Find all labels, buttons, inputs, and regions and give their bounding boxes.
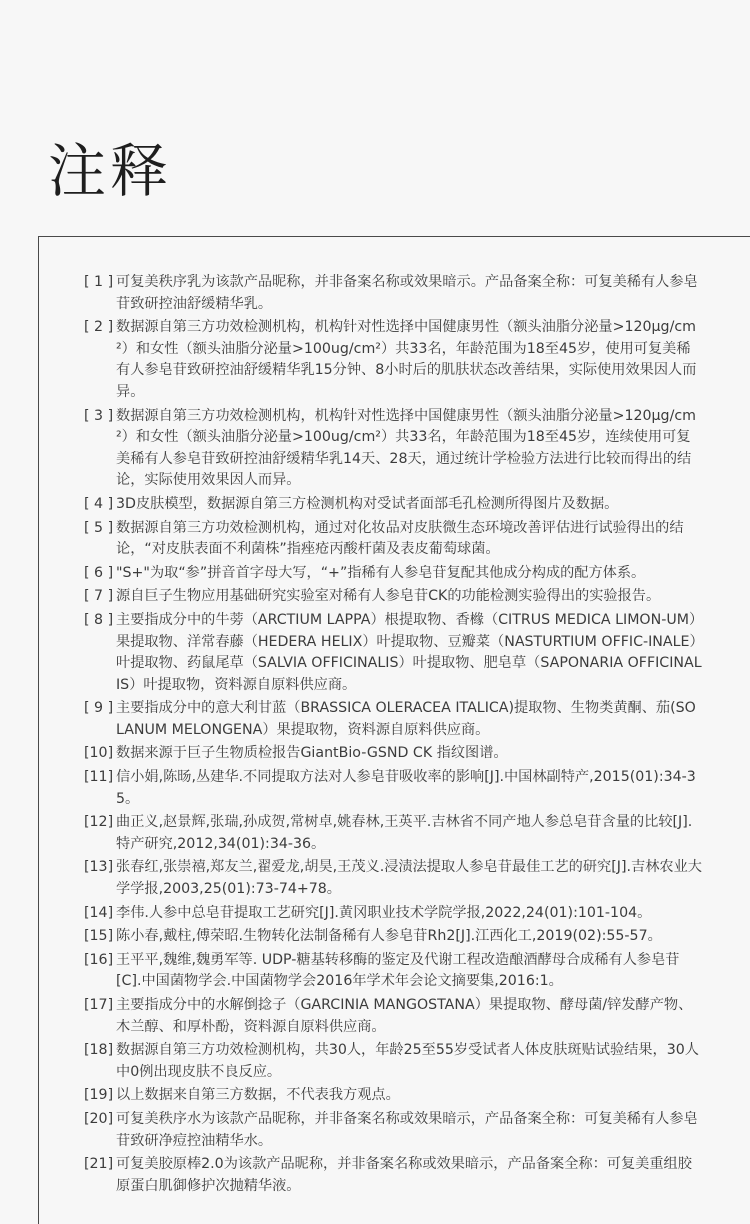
note-text: 陈小春,戴柱,傅荣昭.生物转化法制备稀有人参皂苷Rh2[J].江西化工,2019(02):55-57。 xyxy=(116,928,662,945)
note-text: 主要指成分中的水解倒捻子（GARCINIA MANGOSTANA）果提取物、酵母菌/锌发酵产物、木兰醇、和厚朴酚，资料源自原料供应商。 xyxy=(116,997,693,1035)
note-number: [15] xyxy=(84,928,114,945)
note-number: [ 8 ] xyxy=(84,611,114,628)
note-number: [18] xyxy=(84,1042,114,1059)
note-text: 数据源自第三方功效检测机构，共30人，年龄25至55岁受试者人体皮肤斑贴试验结果，30人中0例出现皮肤不良反应。 xyxy=(116,1042,699,1080)
note-number: [19] xyxy=(84,1087,114,1104)
note-item xyxy=(84,950,702,993)
note-item xyxy=(84,995,702,1038)
note-text: 张春红,张崇禧,郑友兰,翟爱龙,胡昊,王茂义.浸渍法提取人参皂苷最佳工艺的研究[J].吉林农业大学学报,2003,25(01):73-74+78。 xyxy=(116,859,702,898)
note-text: 信小娟,陈旸,丛建华.不同提取方法对人参皂苷吸收率的影响[J].中国林副特产,2015(01):34-35。 xyxy=(116,769,696,807)
note-number: [11] xyxy=(84,769,114,786)
note-number: [ 2 ] xyxy=(84,319,114,336)
note-number: [ 1 ] xyxy=(84,274,114,290)
note-number: [13] xyxy=(84,859,114,876)
note-number: [ 5 ] xyxy=(84,519,114,536)
note-text: 可复美秩序水为该款产品昵称，并非备案名称或效果暗示，产品备案全称：可复美稀有人参皂苷致研净痘控油精华水。 xyxy=(116,1110,698,1149)
note-text: 数据源自第三方功效检测机构，通过对化妆品对皮肤微生态环境改善评估进行试验得出的结论，“对皮肤表面不利菌株”指痤疮丙酸杆菌及表皮葡萄球菌。 xyxy=(116,519,684,558)
note-item xyxy=(84,698,702,741)
note-item xyxy=(84,518,702,561)
note-number: [16] xyxy=(84,951,114,968)
note-number: [14] xyxy=(84,904,114,921)
note-text: 可复美秩序乳为该款产品昵称，并非备案名称或效果暗示。产品备案全称：可复美稀有人参皂苷致研控油舒缓精华乳。 xyxy=(116,274,698,312)
notes-list xyxy=(84,272,702,1199)
note-item xyxy=(84,406,702,492)
note-item xyxy=(84,926,702,948)
note-number: [ 7 ] xyxy=(84,588,114,605)
note-number: [20] xyxy=(84,1110,114,1127)
note-item xyxy=(84,563,702,585)
note-text: 曲正义,赵景辉,张瑞,孙成贺,常树卓,姚春林,王英平.吉林省不同产地人参总皂苷含量的比较[J].特产研究,2012,34(01):34-36。 xyxy=(116,814,693,852)
page-title: 注释 xyxy=(48,137,173,205)
note-number: [ 3 ] xyxy=(84,407,114,424)
note-number: [10] xyxy=(84,745,114,762)
note-item xyxy=(84,1085,702,1107)
note-item xyxy=(84,1040,702,1083)
note-text: 可复美胶原棒2.0为该款产品昵称，并非备案名称或效果暗示，产品备案全称：可复美重组胶原蛋白肌御修护次抛精华液。 xyxy=(116,1156,692,1194)
note-text: 王平平,魏维,魏勇军等. UDP-糖基转移酶的鉴定及代谢工程改造酿酒酵母合成稀有人参皂苷[C].中国菌物学会.中国菌物学会2016年学术年会论文摘要集,2016:1。 xyxy=(116,951,680,990)
note-text: 数据来源于巨子生物质检报告GiantBio-GSND CK 指纹图谱。 xyxy=(116,745,508,762)
note-text: 数据源自第三方功效检测机构，机构针对性选择中国健康男性（额头油脂分泌量>120μg/cm²）和女性（额头油脂分泌量>100ug/cm²）共33名，年龄范围为18至45岁，使用可复美稀有人参皂苷致研控油舒缓精华乳15分钟、8小时后的肌肤状态改善结果，实际使用效果因人而异。 xyxy=(116,319,697,400)
note-text: "S+"为取“参”拼音首字母大写，“+”指稀有人参皂苷复配其他成分构成的配方体系。 xyxy=(116,564,646,581)
note-item xyxy=(84,743,702,765)
note-text: 源自巨子生物应用基础研究实验室对稀有人参皂苷CK的功能检测实验得出的实验报告。 xyxy=(116,588,661,605)
note-text: 主要指成分中的意大利甘蓝（BRASSICA OLERACEA ITALICA)提取物、生物类黄酮、茄(SOLANUM MELONGENA）果提取物，资料源自原料供应商。 xyxy=(116,700,696,738)
note-item xyxy=(84,317,702,403)
note-item xyxy=(84,1154,702,1197)
note-item xyxy=(84,586,702,608)
note-number: [17] xyxy=(84,997,114,1013)
note-number: [12] xyxy=(84,814,114,831)
note-item xyxy=(84,903,702,925)
note-item xyxy=(84,812,702,855)
note-text: 李伟.人参中总皂苷提取工艺研究[J].黄冈职业技术学院学报,2022,24(01):101-104。 xyxy=(116,904,652,921)
note-text: 以上数据来自第三方数据，不代表我方观点。 xyxy=(116,1087,400,1104)
note-number: [21] xyxy=(84,1156,114,1173)
note-item xyxy=(84,610,702,696)
note-number: [ 9 ] xyxy=(84,700,114,717)
note-item xyxy=(84,272,702,315)
note-item xyxy=(84,494,702,516)
note-text: 主要指成分中的牛蒡（ARCTIUM LAPPA）根提取物、香橼（CITRUS MEDICA LIMON-UM）果提取物、洋常春藤（HEDERA HELIX）叶提取物、豆瓣菜（NASTURTIUM OFFIC-INALE）叶提取物、药鼠尾草（SALVIA OFFICINALIS）叶提取物、肥皂草（SAPONARIA OFFICINALIS）叶提取物，资料源自原料供应商。 xyxy=(116,611,702,693)
note-text: 3D皮肤模型，数据源自第三方检测机构对受试者面部毛孔检测所得图片及数据。 xyxy=(116,495,619,512)
note-item xyxy=(84,767,702,810)
note-item xyxy=(84,1109,702,1152)
note-number: [ 4 ] xyxy=(84,495,114,512)
note-number: [ 6 ] xyxy=(84,564,114,581)
note-text: 数据源自第三方功效检测机构，机构针对性选择中国健康男性（额头油脂分泌量>120μg/cm²）和女性（额头油脂分泌量>100ug/cm²）共33名，年龄范围为18至45岁，连续使用可复美稀有人参皂苷致研控油舒缓精华乳14天、28天，通过统计学检验方法进行比较而得出的结论，实际使用效果因人而异。 xyxy=(116,407,696,489)
note-item xyxy=(84,857,702,900)
